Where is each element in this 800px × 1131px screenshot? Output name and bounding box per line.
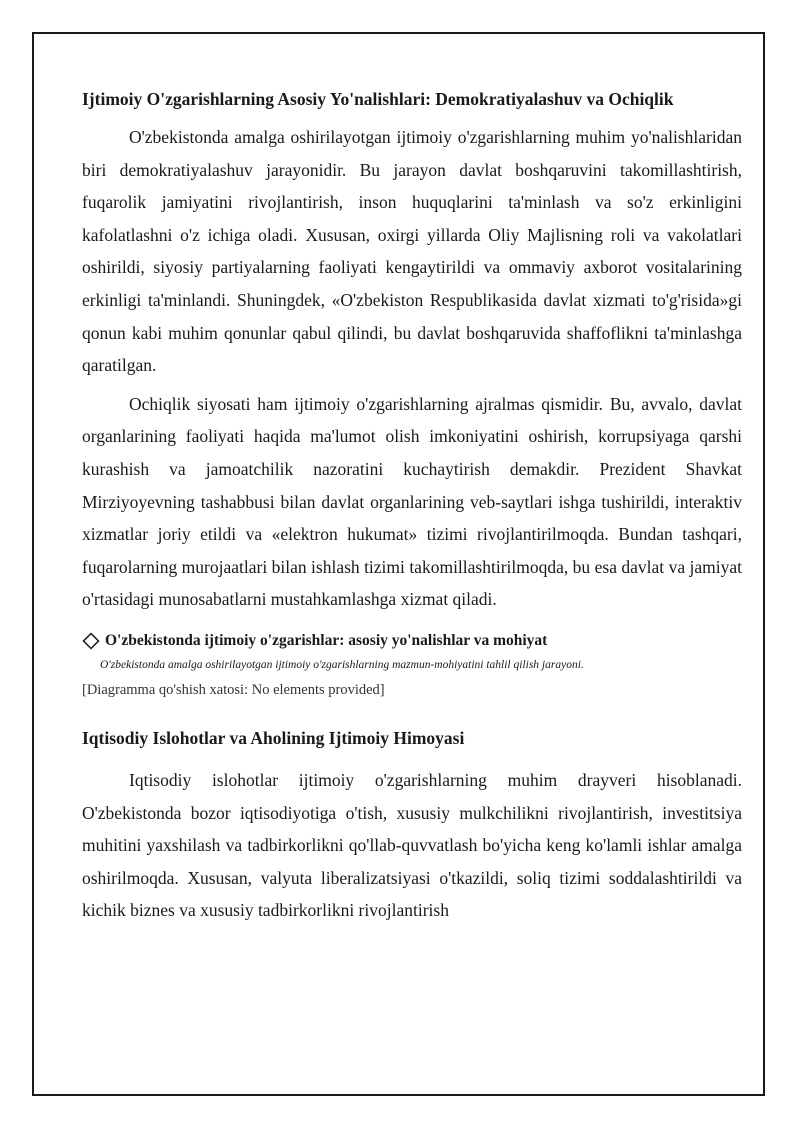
diamond-icon (82, 632, 100, 650)
diagram-title: O'zbekistonda ijtimoiy o'zgarishlar: asosiy yo'nalishlar va mohiyat (105, 631, 548, 649)
section-heading-economic-reforms: Iqtisodiy Islohotlar va Aholining Ijtimoiy Himoyasi (82, 727, 465, 748)
diagram-block (82, 630, 742, 700)
diagram-error-message: [Diagramma qo'shish xatosi: No elements provided] (82, 681, 385, 698)
diagram-title-row (82, 630, 742, 652)
body-paragraph: Iqtisodiy islohotlar ijtimoiy o'zgarishlarning muhim drayveri hisoblanadi. O'zbekistonda bozor iqtisodiyotiga o'tish, xususiy mulkchilikni rivojlantirish, investitsiya muhitini yaxshilash va tadbirkorlikni qo'llab-quvvatlash bo'yicha keng ko'lamli ishlar amalga oshirilmoqda. Xususan, valyuta liberalizatsiyasi o'tkazildi, soliq tizimi soddalashtirildi va kichik biznes va xususiy tadbirkorlikni rivojlantirish (82, 769, 742, 921)
section-heading-democratization: Ijtimoiy O'zgarishlarning Asosiy Yo'nalishlari: Demokratiyalashuv va Ochiqlik (82, 89, 674, 109)
diagram-subtitle: O'zbekistonda amalga oshirilayotgan ijtimoiy o'zgarishlarning mazmun-mohiyatini tahlil qilish jarayoni. (100, 658, 584, 671)
body-paragraph: O'zbekistonda amalga oshirilayotgan ijtimoiy o'zgarishlarning muhim yo'nalishlaridan biri demokratiyalashuv jarayonidir. Bu jarayon davlat boshqaruvini takomillashtirish, fuqarolik jamiyatini rivojlantirish, inson huquqlarini ta'minlash va so'z erkinligini kafolatlashni o'z ichiga oladi. Xususan, oxirgi yillarda Oliy Majlisning roli va vakolatlari oshirildi, siyosiy partiyalarning faoliyati kengaytirildi va ommaviy axborot vositalarining erkinligi ta'minlandi. Shuningdek, «O'zbekiston Respublikasida davlat xizmati to'g'risida»gi qonun kabi muhim qonunlar qabul qilindi, bu davlat boshqaruvida shaffoflikni ta'minlashga qaratilgan. (82, 127, 742, 376)
document-body (82, 87, 742, 933)
body-paragraph: Ochiqlik siyosati ham ijtimoiy o'zgarishlarning ajralmas qismidir. Bu, avvalo, davlat organlarining faoliyati haqida ma'lumot olish imkoniyatini oshirish, korrupsiyaga qarshi kurashish va jamoatchilik nazoratini kuchaytirish demakdir. Prezident Shavkat Mirziyoyevning tashabbusi bilan davlat organlarining veb-saytlari ishga tushirildi, interaktiv xizmatlar joriy etildi va «elektron hukumat» tizimi rivojlantirilmoqda. Bundan tashqari, fuqarolarning murojaatlari bilan ishlash tizimi takomillashtirilmoqda, bu esa davlat va jamiyat o'rtasidagi munosabatlarni mustahkamlashga xizmat qiladi. (82, 393, 742, 610)
